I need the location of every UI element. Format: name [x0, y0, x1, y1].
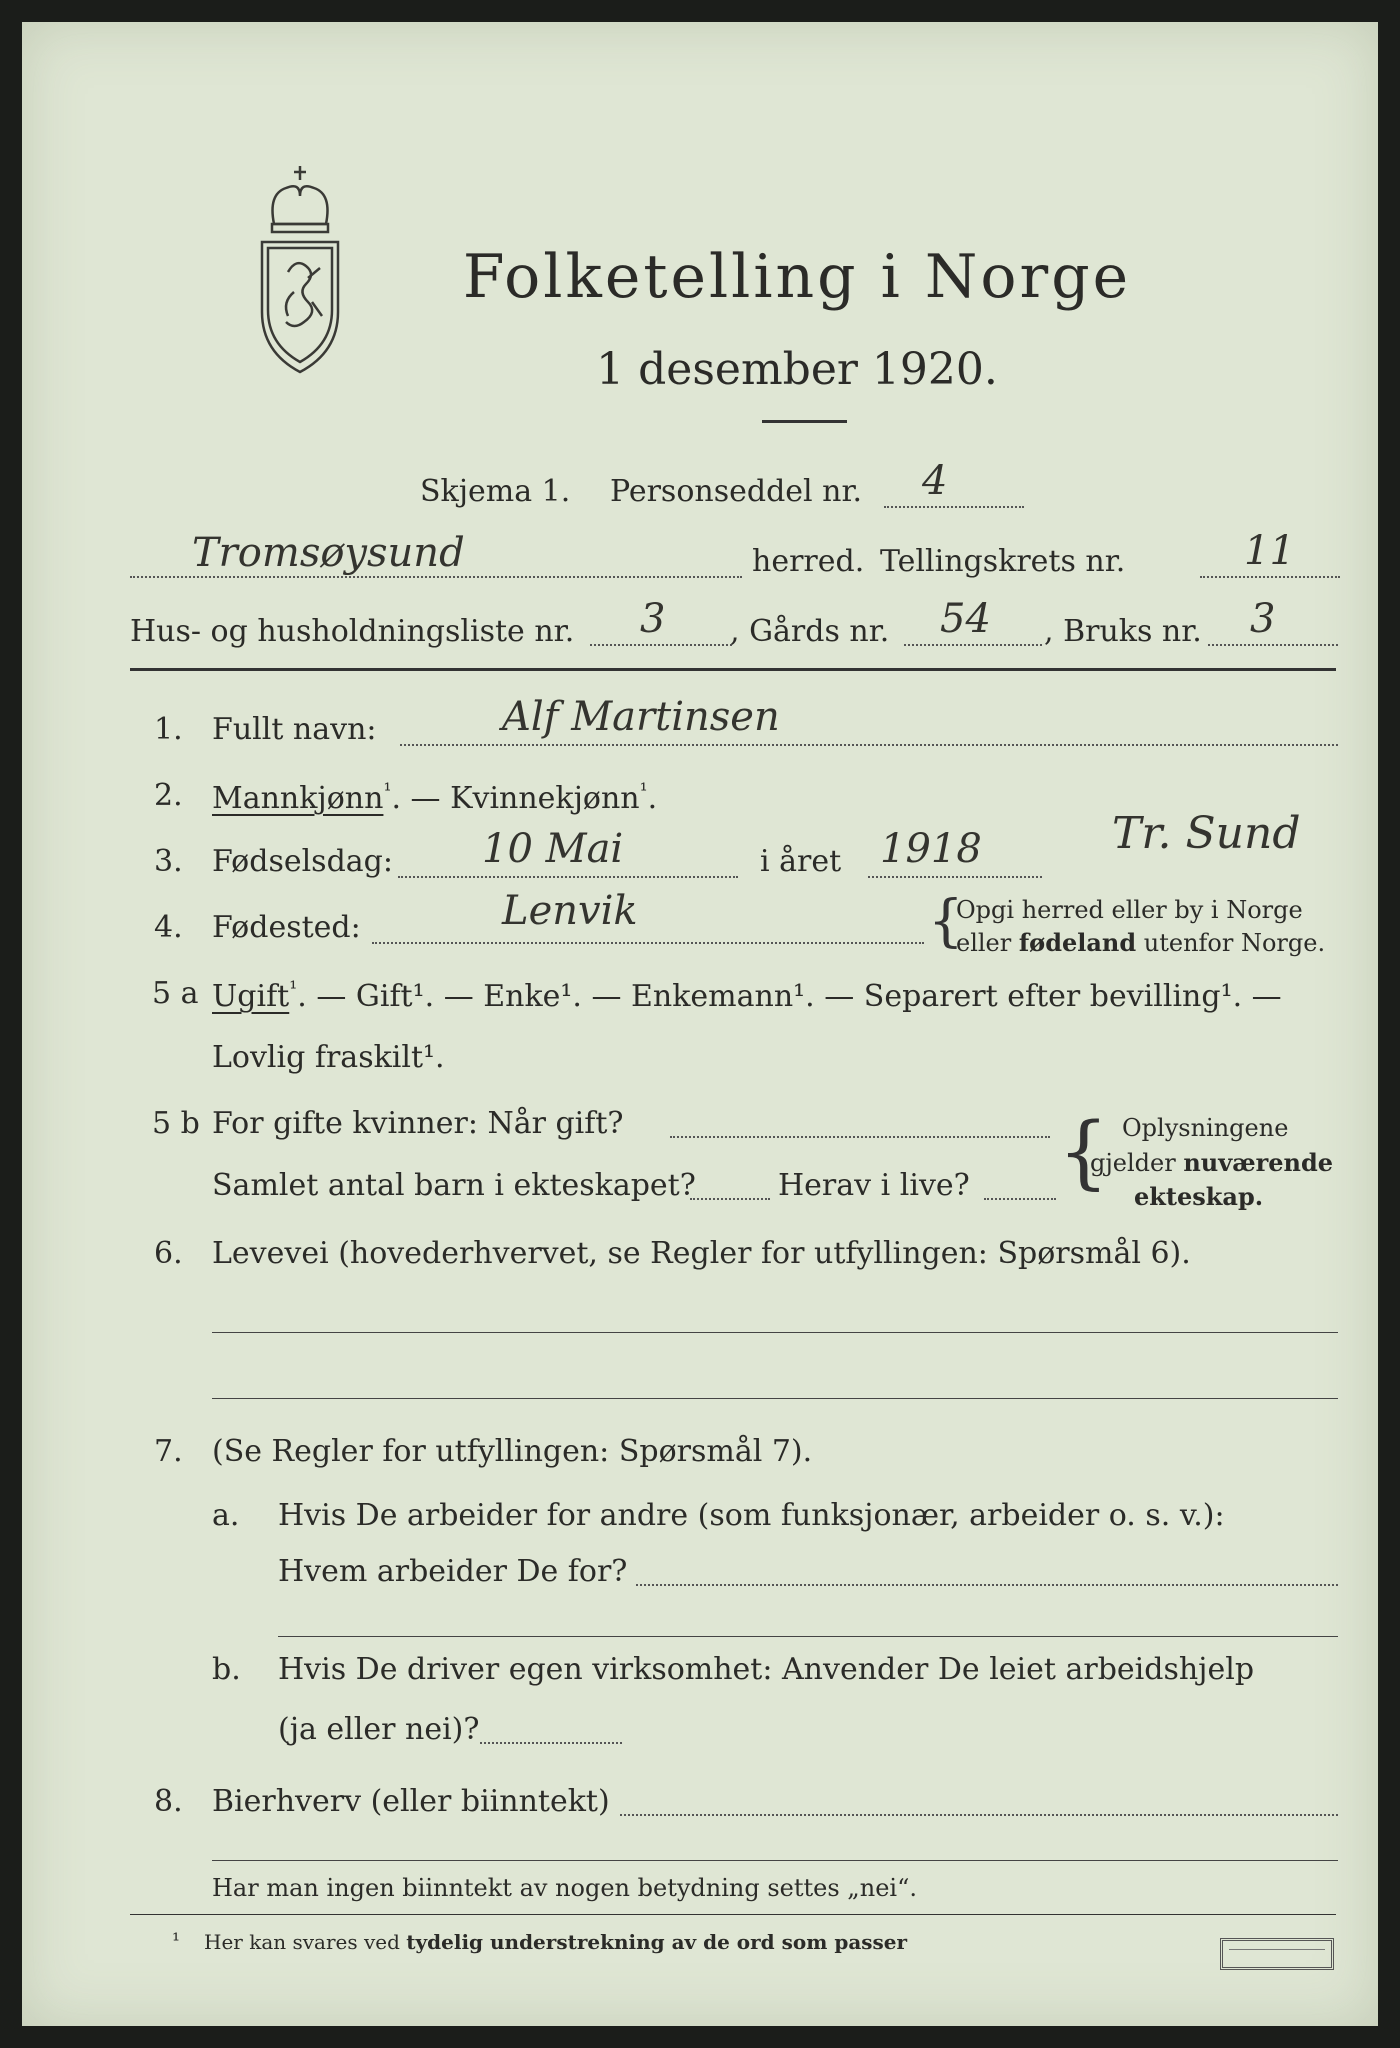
q7b-line2: (ja eller nei)?	[278, 1712, 480, 1747]
occupation-field-line2[interactable]	[212, 1398, 1338, 1399]
q2-mann-option[interactable]: Mannkjønn	[212, 781, 384, 816]
q5b-note-line1: Oplysningene	[1122, 1114, 1289, 1142]
husliste-field[interactable]	[590, 644, 732, 646]
q4-note-line1: Opgi herred eller by i Norge	[956, 896, 1303, 924]
personseddel-field[interactable]	[884, 506, 1024, 508]
q7a-number: a.	[212, 1498, 240, 1533]
q1-number: 1.	[154, 712, 183, 747]
herred-value: Tromsøysund	[192, 530, 465, 576]
census-form-page	[22, 22, 1378, 2026]
q5b-number: 5 b	[152, 1106, 200, 1141]
herred-field[interactable]	[130, 576, 742, 578]
q3-label: Fødselsdag:	[212, 844, 393, 879]
q4-brace: {	[928, 889, 964, 954]
footnote-text: Her kan svares ved tydelig understrekning av de ord som passer	[204, 1930, 908, 1954]
form-date: 1 desember 1920.	[596, 344, 998, 395]
bruks-label: , Bruks nr.	[1044, 614, 1202, 649]
q5b-live-label: Herav i live?	[778, 1168, 970, 1203]
tellingskrets-field[interactable]	[1200, 576, 1340, 578]
q5b-barn-label: Samlet antal barn i ekteskapet?	[212, 1168, 696, 1203]
hired-help-field[interactable]	[480, 1742, 622, 1744]
q7a-line2: Hvem arbeider De for?	[278, 1554, 628, 1589]
q2-number: 2.	[154, 778, 183, 813]
q3-number: 3.	[154, 844, 183, 879]
q5a-number: 5 a	[152, 976, 199, 1011]
children-total-field[interactable]	[690, 1198, 770, 1200]
q2-options: Mannkjønn$^{^1}$. — Kvinnekjønn$^{^1}$.	[212, 778, 658, 816]
q5b-note-line2: gjelder nuværende	[1090, 1148, 1334, 1177]
side-income-field[interactable]	[620, 1814, 1338, 1816]
q5a-ugift-option[interactable]: Ugift	[212, 979, 290, 1014]
herred-label: herred.	[752, 544, 865, 579]
printer-stamp-icon	[1220, 1938, 1334, 1970]
q4-label: Fødested:	[212, 910, 361, 945]
tellingskrets-label: Tellingskrets nr.	[880, 544, 1126, 579]
birthday-field[interactable]	[398, 876, 738, 878]
q7b-label: Hvis De driver egen virksomhet: Anvender De leiet arbeidshjelp	[278, 1652, 1255, 1687]
husliste-label: Hus- og husholdningsliste nr.	[130, 614, 575, 649]
husliste-value: 3	[640, 596, 666, 642]
birthplace-field[interactable]	[372, 942, 924, 944]
gards-label: , Gårds nr.	[730, 614, 890, 649]
q5a-line2[interactable]: Lovlig fraskilt¹.	[212, 1040, 445, 1075]
footnote-marker: ¹	[172, 1928, 181, 1952]
employer-field-line2[interactable]	[278, 1636, 1338, 1637]
q3-margin-note: Tr. Sund	[1112, 808, 1301, 859]
tellingskrets-value: 11	[1244, 528, 1295, 574]
gards-value: 54	[940, 596, 991, 642]
form-title: Folketelling i Norge	[462, 242, 1132, 312]
employer-field[interactable]	[636, 1584, 1338, 1586]
married-when-field[interactable]	[670, 1136, 1050, 1138]
q7-number: 7.	[154, 1434, 183, 1469]
q4-number: 4.	[154, 910, 183, 945]
q4-note-line2: eller fødeland utenfor Norge.	[956, 928, 1326, 957]
bruks-value: 3	[1250, 596, 1276, 642]
side-income-field-line2[interactable]	[212, 1860, 1338, 1861]
personseddel-label: Personseddel nr.	[610, 474, 863, 509]
header-divider	[130, 668, 1336, 671]
q8-label: Bierhverv (eller biinntekt)	[212, 1784, 610, 1819]
q7-label: (Se Regler for utfyllingen: Spørsmål 7).	[212, 1434, 813, 1469]
q5b-label: For gifte kvinner: Når gift?	[212, 1106, 624, 1141]
q5a-options: Ugift$^{^1}$. — Gift¹. — Enke¹. — Enkemann¹. — Separert efter bevilling¹. —	[212, 976, 1282, 1014]
q7a-label: Hvis De arbeider for andre (som funksjonær, arbeider o. s. v.):	[278, 1498, 1225, 1533]
birth-year-field[interactable]	[868, 876, 1042, 878]
occupation-field-line1[interactable]	[212, 1332, 1338, 1333]
birth-year-value: 1918	[880, 826, 982, 872]
q6-number: 6.	[154, 1236, 183, 1271]
q2-kvinne-option[interactable]: Kvinnekjønn	[450, 781, 640, 816]
q6-label: Levevei (hovederhvervet, se Regler for utfyllingen: Spørsmål 6).	[212, 1236, 1191, 1271]
q8-note: Har man ingen biinntekt av nogen betydning settes „nei“.	[212, 1874, 917, 1902]
q5b-note-line3: ekteskap.	[1134, 1182, 1264, 1211]
title-divider	[762, 420, 847, 423]
bruks-field[interactable]	[1208, 644, 1338, 646]
q1-label: Fullt navn:	[212, 712, 377, 747]
birthplace-value: Lenvik	[502, 888, 638, 934]
full-name-field[interactable]	[400, 744, 1338, 746]
q5b-brace: {	[1058, 1105, 1109, 1198]
full-name-value: Alf Martinsen	[502, 694, 780, 740]
schema-label: Skjema 1.	[420, 474, 571, 509]
q8-number: 8.	[154, 1784, 183, 1819]
footnote-divider	[130, 1914, 1336, 1915]
gards-field[interactable]	[904, 644, 1042, 646]
q3-year-label: i året	[760, 844, 842, 879]
personseddel-value: 4	[922, 458, 948, 504]
children-alive-field[interactable]	[984, 1198, 1056, 1200]
q7b-number: b.	[212, 1652, 241, 1687]
birthday-value: 10 Mai	[482, 826, 624, 872]
